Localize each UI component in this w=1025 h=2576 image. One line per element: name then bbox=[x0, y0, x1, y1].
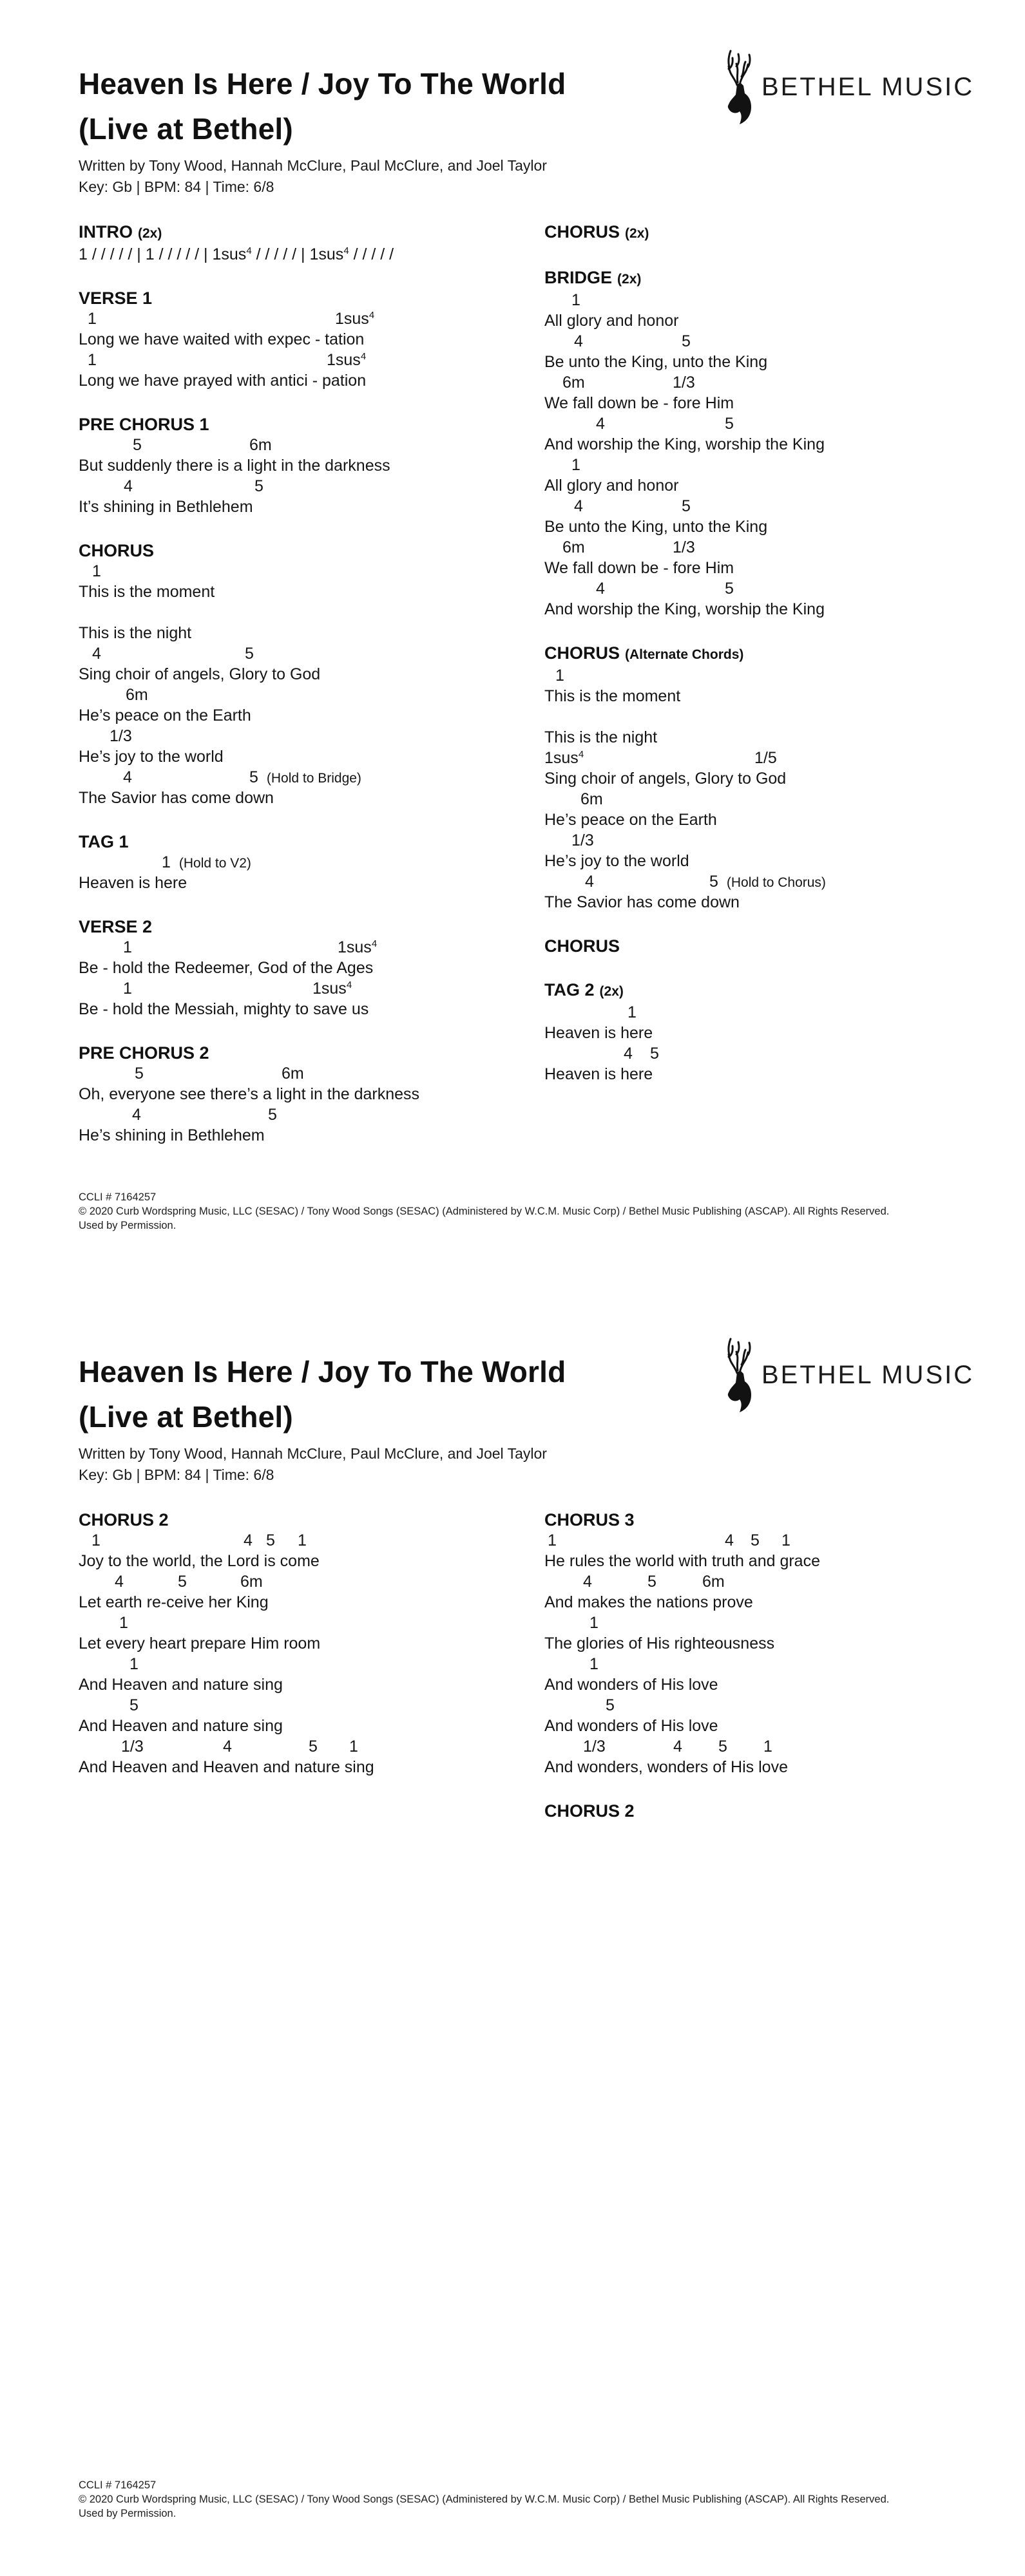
chord: 6m bbox=[562, 374, 585, 392]
lyric-line: Heaven is here bbox=[544, 1024, 653, 1042]
chord: 4 bbox=[244, 1531, 253, 1549]
chord: 1 bbox=[349, 1738, 358, 1756]
chord: 4 bbox=[624, 1045, 633, 1063]
chord: 1/3 bbox=[673, 538, 695, 556]
lyric-line: Be unto the King, unto the King bbox=[544, 518, 768, 536]
chord: 1 bbox=[91, 1531, 101, 1549]
chord-line bbox=[79, 1736, 530, 1757]
lyric-line: And wonders of His love bbox=[544, 1676, 718, 1694]
chord: 1 bbox=[627, 1003, 637, 1021]
ccli-number: CCLI # 7164257 bbox=[79, 1191, 157, 1203]
lyric-line: And worship the King, worship the King bbox=[544, 435, 825, 453]
chord: 1sus$^4$ bbox=[338, 938, 378, 956]
song-title-line1: Heaven Is Here / Joy To The World bbox=[79, 1355, 566, 1388]
chord-note: (Hold to Bridge) bbox=[266, 771, 361, 786]
chord: 1sus$^4$ bbox=[544, 749, 584, 767]
chord: 6m bbox=[249, 436, 272, 454]
chord: 4 bbox=[673, 1738, 682, 1756]
chord: 1 bbox=[763, 1738, 772, 1756]
lyric-line: We fall down be - fore Him bbox=[544, 394, 734, 412]
section-header: TAG 2 (2x) bbox=[544, 980, 624, 999]
chord-line bbox=[79, 1104, 530, 1125]
chord: 6m bbox=[282, 1065, 304, 1083]
chord: 1/3 bbox=[121, 1738, 144, 1756]
chord-line bbox=[544, 748, 1015, 768]
right-column bbox=[544, 222, 1015, 1108]
right-column bbox=[544, 1510, 1015, 1844]
lyric-line: And Heaven and nature sing bbox=[79, 1676, 283, 1694]
lyric-line: Joy to the world, the Lord is come bbox=[79, 1552, 320, 1570]
chord-chart-page-2 bbox=[0, 1288, 1025, 2576]
section-annotation: (2x) bbox=[617, 272, 642, 287]
chord: 4 bbox=[123, 768, 132, 786]
chord-line bbox=[544, 1613, 1015, 1633]
chord: 4 bbox=[132, 1106, 141, 1124]
section-header: VERSE 2 bbox=[79, 917, 153, 936]
section-header: TAG 1 bbox=[79, 832, 129, 851]
chord-line bbox=[544, 413, 1015, 434]
chord: 1 bbox=[123, 980, 132, 998]
section-header: BRIDGE (2x) bbox=[544, 268, 642, 287]
lyric-line: All glory and honor bbox=[544, 477, 679, 495]
chord-line bbox=[544, 1002, 1015, 1023]
chord: 5 bbox=[309, 1738, 318, 1756]
lyric-line: The Savior has come down bbox=[544, 893, 740, 911]
chord: 5 (Hold to Chorus) bbox=[709, 873, 826, 891]
chord-line bbox=[79, 476, 530, 497]
chord-line bbox=[79, 1571, 530, 1592]
section-header: CHORUS bbox=[544, 936, 620, 956]
bethel-music-wordmark: BETHEL MUSIC bbox=[762, 1360, 975, 1389]
chord: 4 bbox=[725, 1531, 734, 1549]
blank-line bbox=[544, 706, 1015, 727]
lyric-line: Heaven is here bbox=[79, 874, 187, 892]
chord: 4 bbox=[596, 580, 605, 598]
section-header: PRE CHORUS 1 bbox=[79, 415, 209, 434]
chord: 1 (Hold to V2) bbox=[162, 853, 251, 871]
song-section bbox=[79, 288, 530, 391]
lyric-line: Be - hold the Messiah, mighty to save us bbox=[79, 1000, 369, 1018]
chord-line bbox=[544, 372, 1015, 393]
song-section bbox=[79, 1043, 530, 1146]
lyric-line: Sing choir of angels, Glory to God bbox=[79, 665, 321, 683]
lyric-line: We fall down be - fore Him bbox=[544, 559, 734, 577]
chord: 5 bbox=[682, 497, 691, 515]
bethel-music-logo bbox=[720, 45, 974, 129]
bethel-music-logo bbox=[720, 1333, 974, 1417]
song-meta bbox=[79, 155, 547, 198]
section-annotation: (2x) bbox=[138, 226, 162, 241]
blank-line bbox=[79, 602, 530, 623]
written-by: Written by Tony Wood, Hannah McClure, Paul McClure, and Joel Taylor bbox=[79, 157, 547, 174]
key-bpm-time: Key: Gb | BPM: 84 | Time: 6/8 bbox=[79, 178, 274, 195]
chord-line bbox=[544, 537, 1015, 558]
chord: 1 bbox=[589, 1614, 599, 1632]
chord-line bbox=[544, 455, 1015, 475]
written-by: Written by Tony Wood, Hannah McClure, Paul McClure, and Joel Taylor bbox=[79, 1445, 547, 1462]
song-section bbox=[79, 1510, 530, 1777]
chord-line bbox=[79, 1613, 530, 1633]
chord: 4 bbox=[583, 1573, 592, 1591]
lyric-line: All glory and honor bbox=[544, 312, 679, 330]
chord-line bbox=[544, 1736, 1015, 1757]
chord: 5 bbox=[647, 1573, 656, 1591]
chord: 1 bbox=[123, 938, 132, 956]
chord: 5 bbox=[682, 332, 691, 350]
lyric-line: And wonders, wonders of His love bbox=[544, 1758, 788, 1776]
chord-line bbox=[544, 331, 1015, 352]
chord-line bbox=[79, 308, 530, 329]
section-header: VERSE 1 bbox=[79, 289, 153, 308]
chord-line bbox=[544, 830, 1015, 851]
bethel-music-wordmark: BETHEL MUSIC bbox=[762, 72, 975, 101]
chord-line bbox=[544, 1654, 1015, 1674]
chord-line bbox=[79, 937, 530, 958]
section-annotation: (2x) bbox=[599, 984, 624, 999]
left-column bbox=[79, 1510, 530, 1801]
chord: 6m bbox=[562, 538, 585, 556]
chord: 1/3 bbox=[673, 374, 695, 392]
section-header: CHORUS 2 bbox=[544, 1801, 635, 1821]
chord-line bbox=[544, 871, 1015, 892]
chord: 1 bbox=[88, 351, 97, 369]
chord: 5 bbox=[718, 1738, 727, 1756]
chord: 4 bbox=[574, 497, 583, 515]
permission-line: Used by Permission. bbox=[79, 1220, 177, 1231]
ccli-number: CCLI # 7164257 bbox=[79, 2479, 157, 2491]
section-header: INTRO (2x) bbox=[79, 222, 162, 242]
lyric-line: And Heaven and nature sing bbox=[79, 1717, 283, 1735]
lyric-line: It’s shining in Bethlehem bbox=[79, 498, 253, 516]
song-section bbox=[544, 1510, 1015, 1777]
lyric-line: Long we have prayed with antici - pation bbox=[79, 372, 367, 390]
chord: 1 bbox=[781, 1531, 790, 1549]
chord: 5 bbox=[751, 1531, 760, 1549]
lyric-line: Long we have waited with expec - tation bbox=[79, 330, 365, 348]
lyric-line: He’s joy to the world bbox=[544, 852, 689, 870]
song-meta bbox=[79, 1443, 547, 1486]
key-bpm-time: Key: Gb | BPM: 84 | Time: 6/8 bbox=[79, 1466, 274, 1483]
song-title bbox=[79, 61, 723, 151]
song-section bbox=[79, 540, 530, 808]
copyright-line: © 2020 Curb Wordspring Music, LLC (SESAC) / Tony Wood Songs (SESAC) (Administered by W.C.M. Music Corp) / Bethel Music Publishing (ASCAP). All Rights Reserved. bbox=[79, 2494, 890, 2505]
chord: 1 bbox=[555, 667, 564, 685]
lyric-line: Sing choir of angels, Glory to God bbox=[544, 770, 787, 788]
chord: 4 bbox=[223, 1738, 232, 1756]
chord: 6m bbox=[702, 1573, 725, 1591]
lyric-line: This is the moment bbox=[544, 687, 681, 705]
song-section bbox=[544, 936, 1015, 956]
section-annotation: (Alternate Chords) bbox=[625, 647, 744, 662]
chord: 1sus$^4$ bbox=[312, 980, 352, 998]
lyric-line: And worship the King, worship the King bbox=[544, 600, 825, 618]
song-title-line2: (Live at Bethel) bbox=[79, 112, 293, 146]
chord: 5 bbox=[606, 1696, 615, 1714]
chord: 5 bbox=[725, 415, 734, 433]
chord: 1 bbox=[548, 1531, 557, 1549]
chord: 1/3 bbox=[571, 831, 594, 849]
song-section bbox=[79, 414, 530, 517]
chord-line bbox=[79, 1654, 530, 1674]
lyric-line: This is the moment bbox=[79, 583, 215, 601]
song-section bbox=[544, 980, 1015, 1084]
copyright-footer bbox=[79, 1190, 993, 1233]
lyric-line: He’s joy to the world bbox=[79, 748, 224, 766]
chord-line bbox=[544, 578, 1015, 599]
section-header: CHORUS 2 bbox=[79, 1510, 169, 1530]
lyric-line: And Heaven and Heaven and nature sing bbox=[79, 1758, 374, 1776]
lyric-line: The Savior has come down bbox=[79, 789, 274, 807]
chord-line bbox=[79, 1530, 530, 1551]
lyric-line: Be unto the King, unto the King bbox=[544, 353, 768, 371]
chord: 6m bbox=[126, 686, 148, 704]
chord: 1/3 bbox=[110, 727, 132, 745]
chord-line bbox=[79, 244, 530, 265]
chord: 1/3 bbox=[583, 1738, 606, 1756]
song-section bbox=[79, 916, 530, 1019]
chord: 4 bbox=[92, 645, 101, 663]
lyric-line: The glories of His righteousness bbox=[544, 1634, 775, 1653]
chord: 5 bbox=[254, 477, 263, 495]
lyric-line: Let earth re-ceive her King bbox=[79, 1593, 269, 1611]
lyric-line: Oh, everyone see there’s a light in the darkness bbox=[79, 1085, 420, 1103]
lyric-line: He’s peace on the Earth bbox=[79, 706, 251, 724]
chord-line bbox=[79, 685, 530, 705]
chord: 5 bbox=[178, 1573, 187, 1591]
chord: 6m bbox=[240, 1573, 263, 1591]
chord: 1 bbox=[88, 310, 97, 328]
chord-note: (Hold to V2) bbox=[178, 856, 251, 871]
lyric-line: He’s shining in Bethlehem bbox=[79, 1126, 265, 1144]
chord: 1 bbox=[119, 1614, 128, 1632]
lyric-line: But suddenly there is a light in the darkness bbox=[79, 457, 390, 475]
chord: 5 bbox=[245, 645, 254, 663]
lyric-line: Let every heart prepare Him room bbox=[79, 1634, 321, 1653]
section-header: CHORUS (2x) bbox=[544, 222, 649, 242]
stag-icon bbox=[720, 48, 755, 126]
chord: 5 bbox=[650, 1045, 659, 1063]
lyric-line: And makes the nations prove bbox=[544, 1593, 753, 1611]
lyric-line: This is the night bbox=[544, 728, 658, 746]
chord-note: (Hold to Chorus) bbox=[726, 875, 826, 890]
chord: 5 bbox=[268, 1106, 277, 1124]
chord: 1 / / / / / | 1 / / / / / | 1sus$^4$ / / / / / | 1sus$^4$ / / / / / bbox=[79, 245, 394, 263]
chord: 1 bbox=[129, 1655, 139, 1673]
song-section bbox=[544, 1801, 1015, 1821]
lyric-line: Heaven is here bbox=[544, 1065, 653, 1083]
chord-line bbox=[544, 1043, 1015, 1064]
section-header: CHORUS bbox=[79, 541, 155, 560]
chord: 5 bbox=[129, 1696, 139, 1714]
chord: 5 bbox=[133, 436, 142, 454]
song-section bbox=[544, 222, 1015, 244]
chord: 4 bbox=[596, 415, 605, 433]
chord: 5 bbox=[266, 1531, 275, 1549]
lyric-line: And wonders of His love bbox=[544, 1717, 718, 1735]
song-section bbox=[79, 222, 530, 265]
song-title-line2: (Live at Bethel) bbox=[79, 1400, 293, 1434]
chord: 4 bbox=[574, 332, 583, 350]
section-header: CHORUS 3 bbox=[544, 1510, 635, 1530]
lyric-line: He’s peace on the Earth bbox=[544, 811, 717, 829]
chord-line bbox=[79, 852, 530, 873]
chord: 1 bbox=[298, 1531, 307, 1549]
chord: 5 bbox=[725, 580, 734, 598]
copyright-line: © 2020 Curb Wordspring Music, LLC (SESAC) / Tony Wood Songs (SESAC) (Administered by W.C.M. Music Corp) / Bethel Music Publishing (ASCAP). All Rights Reserved. bbox=[79, 1206, 890, 1217]
song-title-line1: Heaven Is Here / Joy To The World bbox=[79, 67, 566, 100]
chord-line bbox=[544, 789, 1015, 810]
chord-line bbox=[544, 1530, 1015, 1551]
chord-line bbox=[79, 726, 530, 746]
chord-line bbox=[544, 290, 1015, 310]
chord-line bbox=[79, 561, 530, 582]
chord: 1 bbox=[571, 456, 580, 474]
section-header: PRE CHORUS 2 bbox=[79, 1043, 209, 1063]
chord-line bbox=[79, 350, 530, 370]
chord-line bbox=[79, 767, 530, 788]
chord-line bbox=[79, 1063, 530, 1084]
chord: 5 bbox=[135, 1065, 144, 1083]
lyric-line: This is the night bbox=[79, 624, 192, 642]
section-annotation: (2x) bbox=[625, 226, 649, 241]
chord: 5 (Hold to Bridge) bbox=[249, 768, 361, 786]
chord: 4 bbox=[124, 477, 133, 495]
chord-line bbox=[79, 1695, 530, 1716]
copyright-footer bbox=[79, 2478, 993, 2521]
chord-line bbox=[79, 435, 530, 455]
lyric-line: He rules the world with truth and grace bbox=[544, 1552, 820, 1570]
chord-line bbox=[79, 643, 530, 664]
chord: 4 bbox=[115, 1573, 124, 1591]
chord: 1sus$^4$ bbox=[327, 351, 367, 369]
song-section bbox=[544, 267, 1015, 620]
chord: 1 bbox=[571, 291, 580, 309]
permission-line: Used by Permission. bbox=[79, 2508, 177, 2519]
chord-line bbox=[79, 978, 530, 999]
section-header: CHORUS (Alternate Chords) bbox=[544, 643, 744, 663]
song-section bbox=[79, 831, 530, 893]
chord-line bbox=[544, 496, 1015, 516]
chord: 1 bbox=[589, 1655, 599, 1673]
chord-line bbox=[544, 1695, 1015, 1716]
song-title bbox=[79, 1349, 723, 1439]
left-column bbox=[79, 222, 530, 1169]
lyric-line: Be - hold the Redeemer, God of the Ages bbox=[79, 959, 374, 977]
chord-line bbox=[544, 665, 1015, 686]
chord: 1sus$^4$ bbox=[335, 310, 375, 328]
chord: 1 bbox=[92, 562, 101, 580]
chord: 4 bbox=[585, 873, 594, 891]
chord-line bbox=[544, 1571, 1015, 1592]
stag-icon bbox=[720, 1336, 755, 1414]
song-section bbox=[544, 643, 1015, 913]
chord: 1/5 bbox=[754, 749, 777, 767]
chord: 6m bbox=[580, 790, 603, 808]
